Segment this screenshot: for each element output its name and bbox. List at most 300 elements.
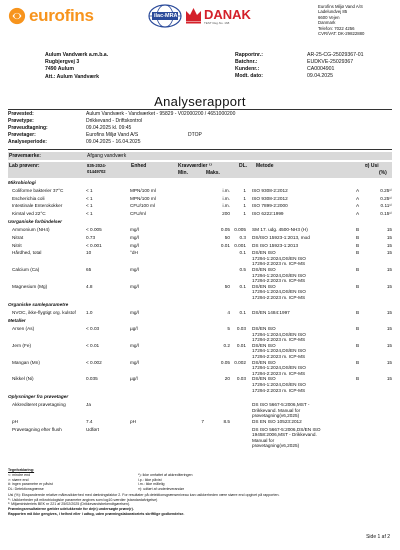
result-cell: < 0.002 [86,359,102,365]
col-dl: DL. [239,163,248,169]
method-cell [252,196,356,204]
unit-cell: CFU/ml [130,210,146,216]
table-row [8,227,392,235]
unit-cell: mg/l [130,342,139,348]
info-label: Analyseperiode: [8,139,47,145]
min-cell [177,376,204,393]
dl-cell: 0.3 [239,234,246,240]
param-cell: NVOC, ikke-flygtigt org. kulstof [12,309,76,315]
method-line: DS/EN ISO [252,376,276,382]
result-cell: < 0.005 [86,227,102,233]
min-cell [177,243,204,251]
param-cell: Calcium (Ca) [12,266,40,272]
dl-cell: 0.1 [239,309,246,315]
lab-address-line: Danmark [318,20,336,26]
accreditation-flag-cell: B [356,342,360,348]
footnote-bold: Prøvningsresultaterne gælder udelukkende for de(n) undersøgte prøve(r). [8,507,134,511]
result-cell: Udført [86,426,100,432]
max-cell: i.m. [222,188,230,193]
footnote: ¹⁾: Usikkerheder på mikrobiologiske parametre angives som log10-værdier (standardafvigelse) [8,497,158,502]
method-cell [252,402,356,419]
batch-number: EUDKVE-25029367 [307,59,354,65]
unit-cell: mg/l [130,283,139,289]
results-table [8,179,392,449]
result-cell: 0.035 [86,376,98,382]
accreditation-flag-cell: B [356,242,360,248]
result-cell: 0.73 [86,234,96,240]
method-cell [252,235,356,243]
method-line: ISO 7899-2:2000 [252,203,288,209]
param-cell: Nikkel (Ni) [12,376,34,382]
method-line: 17294-2:2023 m. ICP-MS [252,370,306,376]
max-cell: 4 [227,309,230,315]
param-cell: Magnesium (Mg) [12,283,48,289]
dl-cell: 0.1 [239,250,246,256]
method-cell [252,227,356,235]
uncertainty-cell: 15 [386,242,393,248]
max-cell: 8.5 [223,419,230,424]
col-max: Maks. [206,170,220,176]
section-title: Mikrobiologi [8,180,36,185]
param-cell: Mangan (Mn) [12,359,40,365]
uncertainty-cell: 15 [386,309,393,315]
table-row [8,243,392,251]
table-row [8,402,392,419]
unit-cell: mg/l [130,227,139,233]
lab-address-line: CVR/VAT: DK-29822880 [318,31,365,37]
uncertainty-cell: 15 [386,283,393,289]
max-cell: 0.05 [220,227,230,233]
unit-cell: mg/l [130,266,139,272]
section-header [8,179,392,188]
result-cell: Ja [86,402,91,408]
col-min: Min. [178,170,188,176]
result-cell: < 1 [86,203,93,209]
method-line: 17294-2:2023 m. ICP-MS [252,278,306,284]
min-cell [177,211,204,219]
uncertainty-cell [368,419,392,427]
lab-no-label: Lab prøvenr: [9,163,40,169]
col-unit: Enhed [131,163,147,169]
eurofins-logo [8,5,108,27]
uncertainty-cell: 15 [386,376,393,382]
sampler: Eurofins Miljø Vand A/S [86,132,139,138]
result-cell: 1.0 [86,309,93,315]
sample-location: Aulum Vandværk - Vandværket - 95829 - V02000200 / 4651000200 [86,111,236,117]
sample-point-label: Prøvemærke: [9,153,41,159]
param-cell: Kimtal ved 22°C [12,210,46,216]
dl-cell [230,402,252,419]
param-cell: Akkrediteret prøvetagning [12,402,66,408]
uncertainty-cell: 0.25¹⁾ [380,195,393,201]
method-line: 17294-1:2024,DS/EN ISO [252,331,306,337]
method-cell [252,427,356,449]
max-cell: i.m. [222,203,230,209]
table-row [8,427,392,449]
customer-line: Aulum Vandværk a.m.b.a. [45,52,109,58]
min-cell [177,250,204,267]
col-uncert-unit: (%) [379,170,387,176]
min-cell [177,427,204,449]
table-row [8,211,392,219]
min-cell [177,203,204,211]
legend-item: DL: Detektionsgrænse [8,486,44,491]
param-cell: Hårdhed, total [12,250,42,256]
uncertainty-cell [368,402,392,419]
unit-cell: mg/l [130,359,139,365]
col-method: Metode [256,163,274,169]
method-line: DS/EN ISO [252,250,276,256]
uncertainty-cell: 15 [386,227,393,233]
method-line: DS/ISO 15923-1:2013, mod [252,234,310,240]
footnote-bold: Rapporten må ikke gengives, i helhed eller i udtog, uden prøvningslaboratoriets skriftlige godkendelse. [8,511,185,516]
method-line: DS/EN ISO [252,266,276,272]
method-line: 17294-1:2024,DS/EN ISO [252,348,306,354]
max-cell: 20 [224,376,230,382]
unit-cell: mg/l [130,234,139,240]
uncertainty-cell: 15 [386,234,393,240]
accreditation-flag-cell [356,419,368,427]
received-date: 09.04.2025 [307,73,333,79]
info-label: Prøvetager: [8,132,36,138]
uncertainty-cell: 15 [386,266,393,272]
accreditation-flag-cell: B [356,250,360,256]
result-cell: 4.8 [86,283,93,289]
min-cell [177,235,204,243]
method-line: DS/EN 1484:1997 [252,309,290,315]
min-cell [177,402,204,419]
lab-address-line: Ladelundvej 85 [318,9,348,15]
legend-item: *): ikke omfattet af akkrediteringen [138,473,193,477]
min-cell [177,326,204,343]
dl-cell [230,419,252,427]
result-cell: < 1 [86,188,93,193]
max-cell: 0.05 [220,359,230,365]
min-cell [177,227,204,235]
danak-reg: TEST Reg.No. 168 [204,21,230,25]
unit-cell: °dH [130,250,138,256]
danak-logo [184,4,252,34]
accreditation-flag-cell: B [356,359,360,365]
method-line: DS EN ISO 10523:2012 [252,419,302,424]
page-number: Side 1 af 2 [366,534,390,540]
accreditation-flag-cell: A [356,195,360,201]
max-cell [204,402,230,419]
report-meta [235,52,395,82]
accreditation-flag-cell: B [356,266,360,272]
lab-address-line: 6600 Vejen [318,14,340,20]
footnote: ¹⁾ Miljøministeriets BEK nr 221 af 25/02/2025 (Drikkevandsbekendtgørelsen). [8,502,131,507]
method-cell [252,250,356,267]
unit-cell [130,402,177,419]
unit-cell: mg/l [130,242,139,248]
accreditation-flag-cell: B [356,309,360,315]
accreditation-flag-cell: A [356,210,360,216]
dl-cell: 0.5 [239,266,246,272]
param-cell: Coliforme bakterier 37°C [12,188,64,193]
unit-cell: MPN/100 ml [130,188,156,193]
param-cell: pH [12,419,18,424]
table-row [8,343,392,360]
dl-cell: 1 [243,188,246,193]
max-cell: i.m. [222,195,230,201]
uncertainty-cell: 15 [386,359,393,365]
method-line: Manual for [252,437,275,443]
min-cell [177,360,204,377]
dl-cell: 0.002 [234,359,246,365]
param-cell: Jern (Fe) [12,342,32,348]
param-cell: Intestinale Enterokokker [12,203,63,209]
unit-cell: mg/l [130,309,139,315]
sampler-code: DTOP [188,132,202,138]
result-cell: < 0.01 [86,342,100,348]
section-title: Organiske samleparametre [8,301,69,307]
max-cell [204,250,230,267]
min-cell [177,284,204,301]
method-cell [252,310,356,318]
method-line: DS/EN ISO [252,359,276,365]
accreditation-flag-cell: B [356,234,360,240]
footer [8,468,392,532]
section-header [8,393,392,402]
accreditation-flag-cell: B [356,326,360,332]
accreditation-flag-cell: B [356,227,360,233]
param-cell: Nitrat [12,234,24,240]
table-header [8,162,392,178]
dl-cell: 0.001 [234,242,246,248]
method-cell [252,243,356,251]
dl-cell: 1 [243,195,246,201]
unit-cell: MPN/100 ml [130,195,156,201]
table-row [8,235,392,243]
danak-crown-icon [184,5,203,25]
legend-item: ¤): udført af underleverandør [138,486,184,491]
table-row [8,326,392,343]
uncertainty-cell: 15 [386,250,393,256]
method-line: DS ISO 5667-5:2006,DS/EN ISO [252,426,321,432]
method-line: DS/EN ISO [252,326,276,332]
accreditation-flag-cell [356,402,368,419]
result-cell: < 0.001 [86,242,102,248]
info-label: Prøvested: [8,111,34,117]
method-line: prøvetagning(v6,2025) [252,413,300,419]
table-row [8,310,392,318]
param-cell: Nitrit [12,242,22,248]
table-row [8,419,392,427]
method-line: 17294-2:2023 m. ICP-MS [252,387,306,393]
table-row [8,360,392,377]
legend-title: Tegnforklaring: [8,468,35,472]
method-line: ISO 6222:1999 [252,210,284,216]
method-line: 17294-1:2024,DS/EN ISO [252,272,306,278]
uncertainty-cell: 0.15¹⁾ [380,210,393,216]
accreditation-flag-cell [356,427,368,449]
uncertainty-cell [368,427,392,449]
lab-no-2: 01449702 [87,169,106,174]
analysis-period: 09.04.2025 - 16.04.2025 [86,139,141,145]
meta-label: Batchnr.: [235,59,258,65]
method-line: DS/EN ISO [252,342,276,348]
divider [8,149,392,150]
ilac-mra-logo [146,3,184,33]
param-cell: Prøvetagning efter flush [12,426,62,432]
sample-point-bar [8,152,392,160]
eurofins-logo-text: eurofins [29,6,94,25]
method-cell [252,267,356,284]
dl-cell: 0.03 [236,376,246,382]
page-title: Analyserapport [154,94,246,109]
info-label: Prøveudtagning: [8,125,48,131]
min-cell: 7 [201,419,204,424]
method-cell [252,419,356,427]
unit-cell [130,427,177,449]
section-header [8,317,392,326]
accreditation-flag-cell: B [356,376,360,382]
method-line: prøvetagning(v6,2025) [252,443,300,449]
lab-address [318,4,364,36]
min-cell [177,196,204,204]
section-header [8,301,392,310]
method-line: DS/EN ISO [252,283,276,289]
customer-address [45,52,108,81]
dl-cell: 1 [243,210,246,216]
method-line: 17294-2:2023 m. ICP-MS [252,294,306,300]
param-cell: Arsen (As) [12,326,35,332]
param-cell: Ammonium (NH4) [12,227,50,233]
dl-cell: 0.01 [236,342,246,348]
danak-text: DANAK [204,7,251,22]
table-row [8,267,392,284]
dl-cell [230,427,252,449]
sample-point-value: Afgang vandværk [87,153,127,159]
method-line: DS ISO 5667-5:2006,MST - [252,402,310,408]
lab-address-line: Telefon: 7022 4256 [318,25,355,31]
max-cell: 0.01 [220,242,230,248]
dl-cell: 0.1 [239,283,246,289]
min-cell [177,310,204,318]
max-cell [204,267,230,284]
method-cell [252,326,356,343]
unit-cell: µg/l [130,376,138,382]
lab-no-1: 835-2024- [87,163,107,168]
section-title: Metaller [8,318,26,324]
max-cell: 0.2 [223,342,230,348]
min-cell [177,343,204,360]
method-cell [252,360,356,377]
method-cell [252,343,356,360]
method-cell [252,211,356,219]
customer-number: CA0004901 [307,66,335,72]
sampling-time: 09.04.2025 kl. 09:45 [86,125,132,131]
divider [8,109,392,110]
method-line: DS ISO 15923-1:2013 [252,242,299,248]
meta-label: Rapportnr.: [235,52,263,58]
section-title: Uorganiske forbindelser [8,219,62,225]
table-row [8,188,392,196]
legend-item: #: ingen parametre er påvist [8,482,53,487]
meta-label: Modt. dato: [235,73,263,79]
max-cell: 200 [222,210,230,216]
accreditation-flag-cell: A [356,188,360,193]
info-label: Prøvetype: [8,118,34,124]
legend-item: <: mindre end [8,473,31,477]
method-cell [252,203,356,211]
dl-cell: 0.03 [236,326,246,332]
legend-item: >: større end [8,477,29,482]
report-number: AR-25-CG-25029367-01 [307,52,364,58]
max-cell: 5 [227,326,230,332]
method-line: ISO 9308-2:2012 [252,195,288,201]
customer-line: Att.: Aulum Vandværk [45,73,99,80]
method-line: SM 17. udg. 4500-NH3 (H) [252,227,308,233]
min-cell [177,267,204,284]
uncertainty-cell: 0.25¹⁾ [380,188,393,193]
col-requirement: Kravværdier ¹⁾ [178,163,212,169]
section-header [8,218,392,227]
result-cell: < 1 [86,210,93,216]
lab-address-line: Eurofins Miljø Vand A/S [318,4,363,9]
max-cell: 50 [224,283,230,289]
method-cell [252,188,356,196]
table-row [8,376,392,393]
method-line: 19458:2006,MST - Drikkevand. [252,432,317,438]
accreditation-flag-cell: A [356,203,360,209]
method-line: 17294-2:2023 m. ICP-MS [252,337,306,343]
customer-line: Rugbjergvej 3 [45,59,80,66]
sample-type: Drikkevand - Driftskontrol [86,118,143,124]
legend-item: i.p.: ikke påvist [138,477,162,482]
legend-item: i.m.: ikke målelig [138,482,165,487]
result-cell: < 1 [86,195,93,201]
table-row [8,196,392,204]
table-row [8,250,392,267]
method-line: 17294-1:2024,DS/EN ISO [252,365,306,371]
customer-line: 7490 Aulum [45,66,74,73]
method-line: 17294-1:2024,DS/EN ISO [252,255,306,261]
ilac-text: ilac-MRA [154,13,178,19]
method-line: 17294-1:2024,DS/EN ISO [252,382,306,388]
section-title: Oplysninger fra prøvetager [8,394,69,400]
meta-label: Kundenr.: [235,66,260,72]
unit-cell: pH [130,419,136,424]
method-cell [252,376,356,393]
dl-cell: 0.005 [234,227,246,233]
col-uncert: ¤) Usi [365,163,379,169]
unit-cell: CFU/100 ml [130,203,156,209]
eurofins-logo-icon [8,7,26,25]
method-line: ISO 9308-2:2012 [252,188,288,193]
table-row [8,284,392,301]
result-cell: < 0.03 [86,326,100,332]
dl-cell: 1 [243,203,246,209]
result-cell: 65 [86,266,92,272]
uncertainty-cell: 15 [386,342,393,348]
method-line: 17294-2:2023 m. ICP-MS [252,354,306,360]
param-cell: Escherichia coli [12,195,45,201]
method-line: 17294-1:2024,DS/EN ISO [252,289,306,295]
method-line: Drikkevand. Manual for [252,407,301,413]
uncertainty-cell: 0.11¹⁾ [380,203,393,209]
accreditation-flag-cell: B [356,283,360,289]
uncertainty-cell: 15 [386,326,393,332]
max-cell [204,427,230,449]
method-cell [252,284,356,301]
unit-cell: µg/l [130,326,138,332]
table-row [8,203,392,211]
method-line: 17294-2:2023 m. ICP-MS [252,261,306,267]
min-cell [177,188,204,196]
result-cell: 10 [86,250,92,256]
